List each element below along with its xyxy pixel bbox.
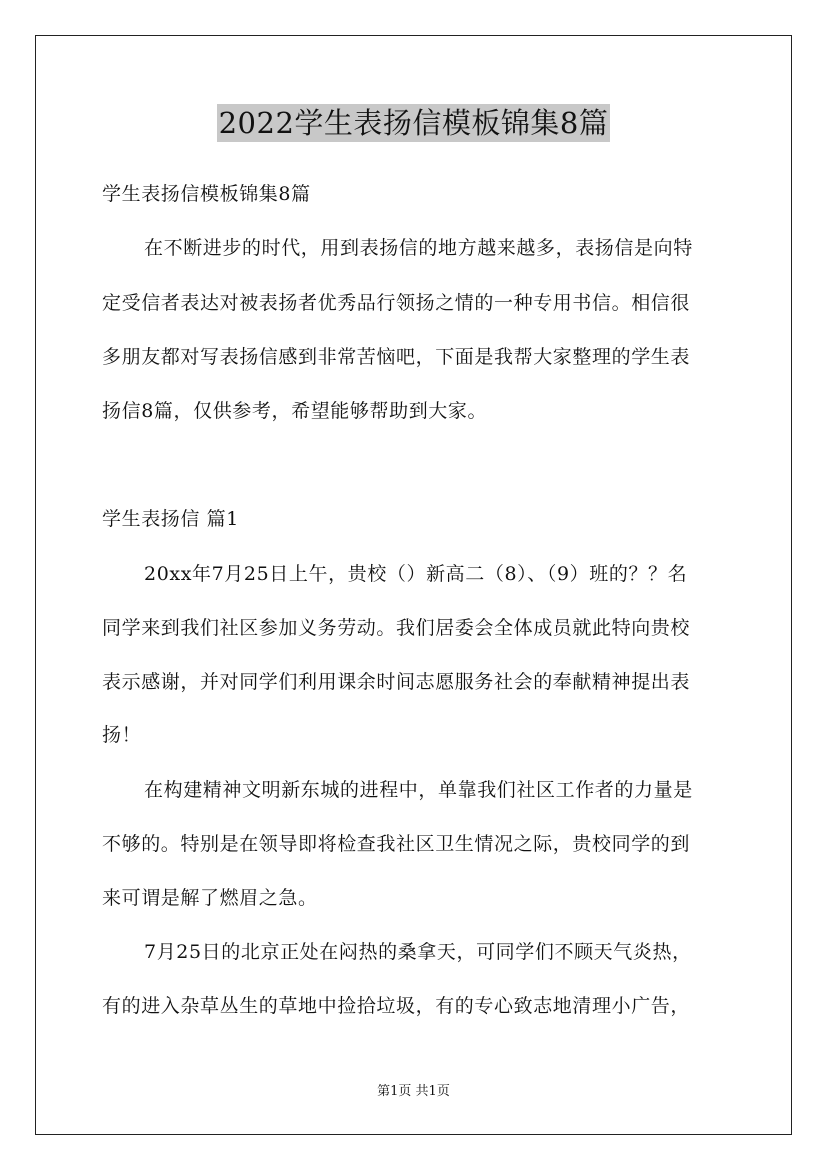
paragraph-line: 来可谓是解了燃眉之急。 xyxy=(102,887,318,909)
paragraph-line: 7月25日的北京正处在闷热的桑拿天，可同学们不顾天气炎热， xyxy=(144,941,692,963)
paragraph-line: 扬信8篇，仅供参考，希望能够帮助到大家。 xyxy=(102,400,488,422)
document-title: 2022学生表扬信模板锦集8篇 xyxy=(218,106,609,140)
page-footer: 第1页 共1页 xyxy=(377,1084,450,1099)
title-wrap xyxy=(0,104,827,142)
paragraph-line: 在不断进步的时代，用到表扬信的地方越来越多，表扬信是向特 xyxy=(144,237,693,259)
paragraph-line: 在构建精神文明新东城的进程中，单靠我们社区工作者的力量是 xyxy=(144,779,693,801)
paragraph-line: 定受信者表达对被表扬者优秀品行领扬之情的一种专用书信。相信很 xyxy=(102,292,691,314)
paragraph-line: 多朋友都对写表扬信感到非常苦恼吧，下面是我帮大家整理的学生表 xyxy=(102,346,691,368)
subtitle-line: 学生表扬信模板锦集8篇 xyxy=(102,183,311,205)
section-heading: 学生表扬信 篇1 xyxy=(102,508,239,530)
paragraph-line: 20xx年7月25日上午，贵校（）新高二（8）、（9）班的？？名 xyxy=(144,563,688,585)
paragraph-line: 同学来到我们社区参加义务劳动。我们居委会全体成员就此特向贵校 xyxy=(102,617,691,639)
paragraph-line: 扬！ xyxy=(102,724,142,746)
paragraph-line: 表示感谢，并对同学们利用课余时间志愿服务社会的奉献精神提出表 xyxy=(102,671,691,693)
paragraph-line: 不够的。特别是在领导即将检查我社区卫生情况之际，贵校同学的到 xyxy=(102,833,691,855)
paragraph-line: 有的进入杂草丛生的草地中捡拾垃圾，有的专心致志地清理小广告， xyxy=(102,995,691,1017)
